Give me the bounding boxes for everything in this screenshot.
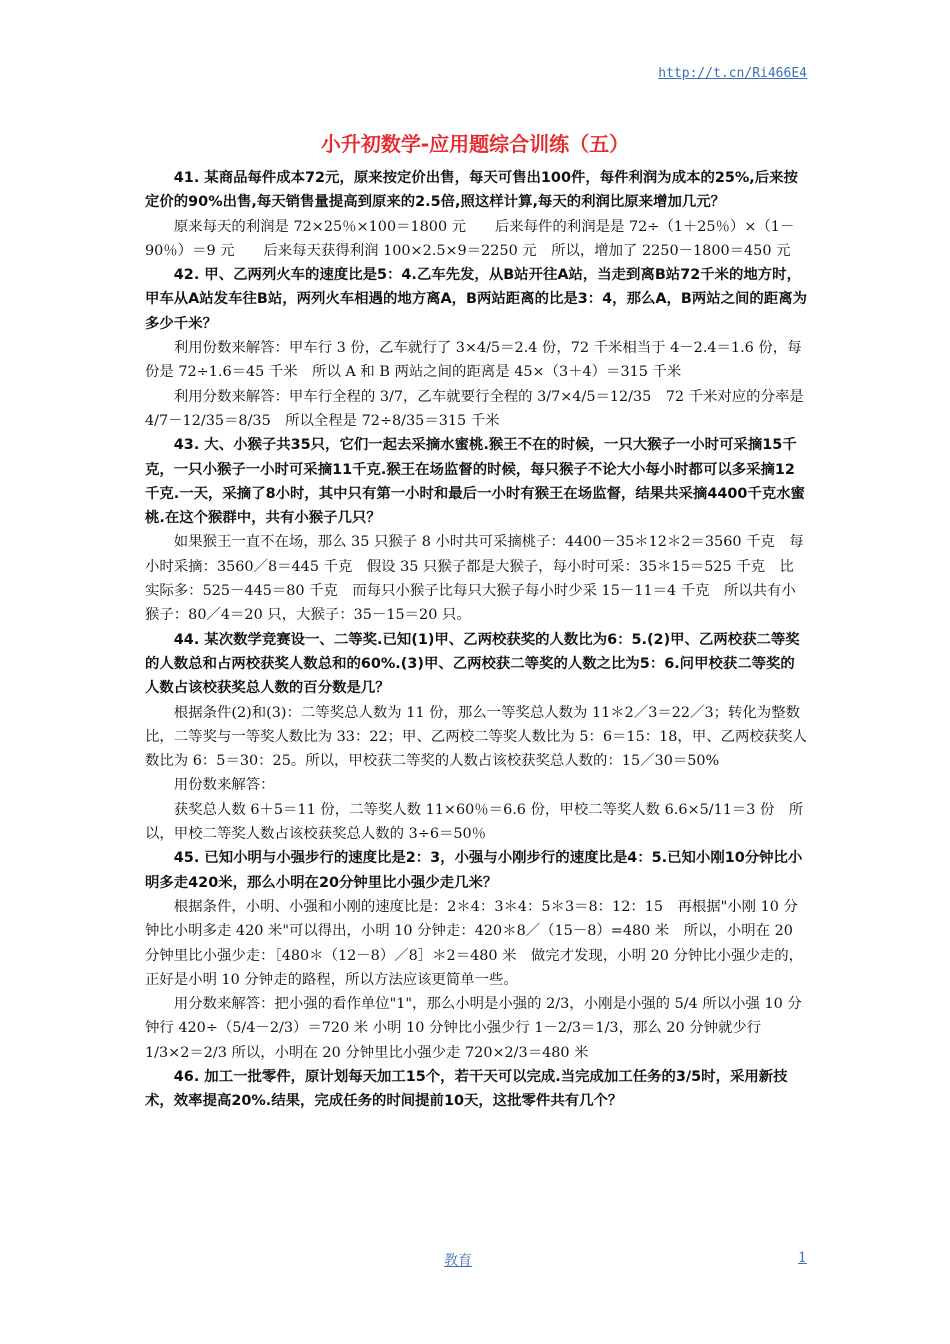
- answer-45-method-2: 用分数来解答：把小强的看作单位"1"，那么小明是小强的 2/3，小刚是小强的 5/4 所以小强 10 分钟行 420÷（5/4－2/3）＝720 米 小明 10 分钟比小强少行 1－2/3＝1/3，那么 20 分钟就少行 1/3×2＝2/3 所以，小明在 20 分钟里比小强少走 720×2/3＝480 米: [145, 996, 802, 1061]
- question-46: 46. 加工一批零件，原计划每天加工15个，若干天可以完成.当完成加工任务的3/5时，采用新技术，效率提高20%.结果，完成任务的时间提前10天，这批零件共有几个？: [145, 1068, 788, 1110]
- document-body: [145, 166, 807, 1114]
- page-title: 小升初数学-应用题综合训练（五）: [320, 132, 630, 156]
- answer-45: 根据条件，小明、小强和小刚的速度比是：2＊4：3＊4：5＊3＝8：12：15 再根据"小刚 10 分钟比小明多走 420 米"可以得出，小明 10 分钟走：420＊8／（15－8）=480 米 所以，小明在 20 分钟里比小强少走：［480＊（12－8）／8］＊2＝480 米 做完才发现，小明 20 分钟比小强少走的，正好是小明 10 分钟走的路程，所以方法应该更简单一些。: [145, 898, 804, 988]
- answer-41: 原来每天的利润是 72×25％×100＝1800 元 后来每件的利润是是 72÷（1＋25％）×（1－90％）＝9 元 后来每天获得利润 100×2.5×9＝2250 元 所以，增加了 2250－1800＝450 元: [145, 218, 795, 259]
- header-url-link[interactable]: http://t.cn/Ri466E4: [658, 66, 807, 81]
- question-45: 45. 已知小明与小强步行的速度比是2：3，小强与小刚步行的速度比是4：5.已知小刚10分钟比小明多走420米，那么小明在20分钟里比小强少走几米？: [145, 850, 803, 891]
- question-41: 41. 某商品每件成本72元，原来按定价出售，每天可售出100件，每件利润为成本的25%,后来按定价的90%出售,每天销售量提高到原来的2.5倍,照这样计算,每天的利润比原来增加几元？: [145, 170, 798, 211]
- question-43: 43. 大、小猴子共35只，它们一起去采摘水蜜桃.猴王不在的时候，一只大猴子一小时可采摘15千克，一只小猴子一小时可采摘11千克.猴王在场监督的时候，每只猴子不论大小每小时都可以多采摘12千克.一天，采摘了8小时，其中只有第一小时和最后一小时有猴王在场监督，结果共采摘4400千克水蜜桃.在这个猴群中，共有小猴子几只？: [145, 437, 805, 527]
- footer-link[interactable]: 教育: [444, 1253, 472, 1269]
- answer-42-method-1: 利用份数来解答：甲车行 3 份，乙车就行了 3×4/5＝2.4 份，72 千米相当于 4－2.4＝1.6 份，每份是 72÷1.6＝45 千米 所以 A 和 B 两站之间的距离是 45×（3＋4）＝315 千米: [145, 340, 802, 381]
- question-44: 44. 某次数学竞赛设一、二等奖.已知(1)甲、乙两校获奖的人数比为6：5.(2)甲、乙两校获二等奖的人数总和占两校获奖人数总和的60%.(3)甲、乙两校获二等奖的人数之比为5：6.问甲校获二等奖的人数占该校获奖总人数的百分数是几？: [145, 631, 800, 697]
- answer-44: 根据条件(2)和(3)：二等奖总人数为 11 份，那么一等奖总人数为 11＊2／3＝22／3；转化为整数比，二等奖与一等奖人数比为 33：22；甲、乙两校二等奖人数比为 5：6＝15：18，甲、乙两校获奖人数比为 6：5＝30：25。所以，甲校获二等奖的人数占该校获奖总人数的：15／30＝50%: [145, 704, 807, 770]
- page-number: 1: [798, 1250, 807, 1266]
- answer-42-method-2: 利用分数来解答：甲车行全程的 3/7，乙车就要行全程的 3/7×4/5＝12/35 72 千米对应的分率是 4/7－12/35＝8/35 所以全程是 72÷8/35＝315 千米: [145, 388, 804, 429]
- question-42: 42. 甲、乙两列火车的速度比是5：4.乙车先发，从B站开往A站，当走到离B站72千米的地方时，甲车从A站发车往B站，两列火车相遇的地方离A，B两站距离的比是3：4，那么A，B两站之间的距离为多少千米？: [145, 267, 807, 332]
- answer-43: 如果猴王一直不在场，那么 35 只猴子 8 小时共可采摘桃子：4400－35＊12＊2＝3560 千克 每小时采摘：3560／8＝445 千克 假设 35 只猴子都是大猴子，每小时可采：35＊15＝525 千克 比实际多：525－445＝80 千克 而每只小猴子比每只大猴子每小时少采 15－11＝4 千克 所以共有小猴子：80／4＝20 只，大猴子：35－15＝20 只。: [145, 534, 804, 624]
- answer-44-method-label: 用份数来解答：: [173, 777, 275, 794]
- answer-44-method-2: 获奖总人数 6＋5＝11 份，二等奖人数 11×60％＝6.6 份，甲校二等奖人数 6.6×5/11＝3 份 所以，甲校二等奖人数占该校获奖总人数的 3÷6＝50％: [145, 801, 804, 843]
